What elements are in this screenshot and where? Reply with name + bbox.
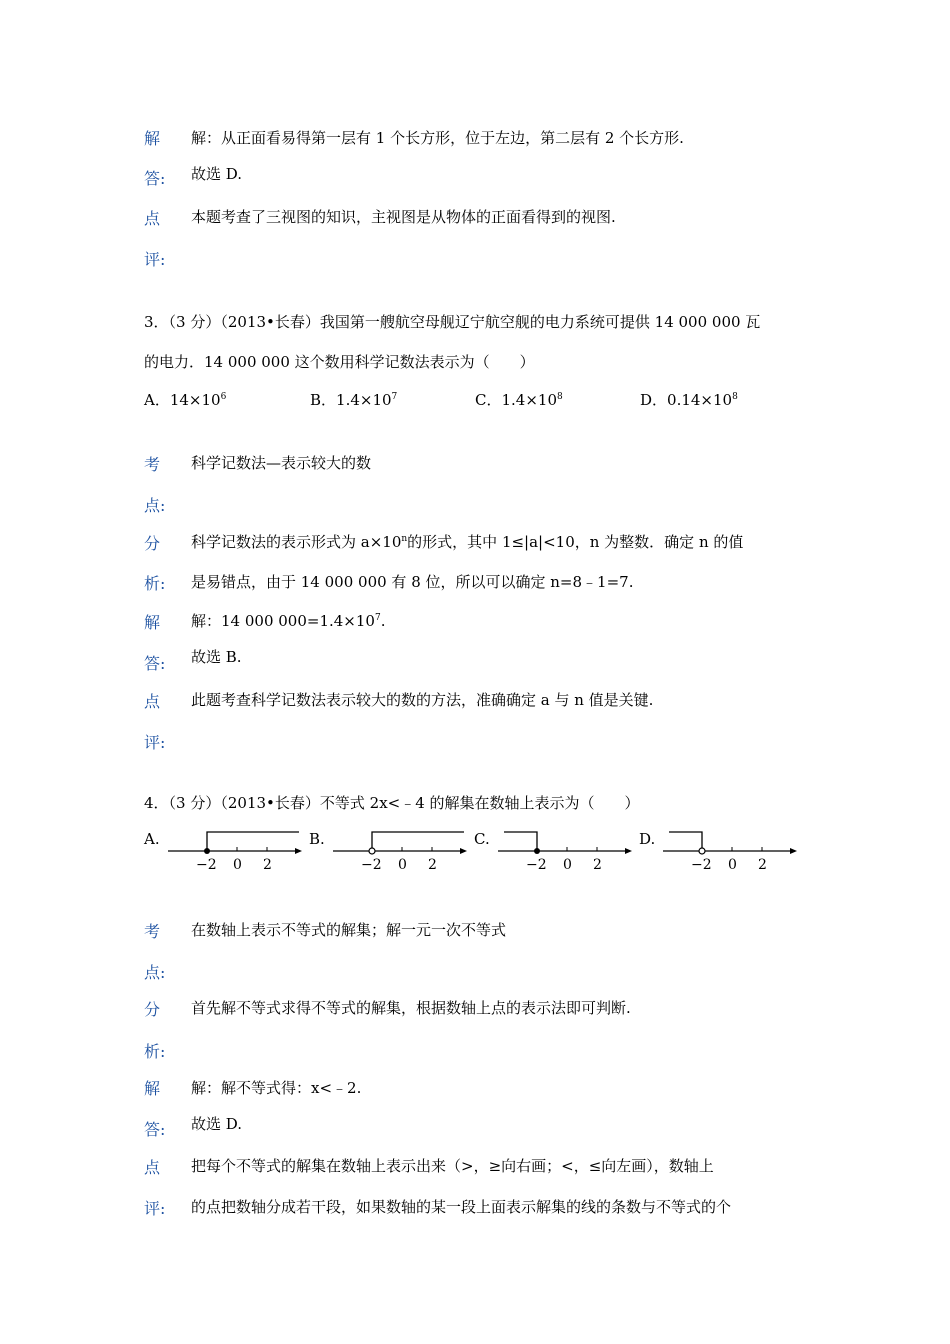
tick-label: 0 <box>563 857 572 873</box>
answer-line: 解：从正面看易得第一层有 1 个长方形，位于左边，第二层有 2 个长方形. <box>191 129 684 147</box>
analysis-label-cont: 析: <box>144 574 166 593</box>
answer-line: 故选 D. <box>191 1115 243 1133</box>
analysis-label-cont: 析: <box>144 1042 166 1061</box>
topic-line: 科学记数法—表示较大的数 <box>191 454 372 472</box>
answer-label: 解 <box>144 1079 161 1098</box>
option-d-number-line <box>639 828 804 878</box>
answer-label-cont: 答: <box>144 1120 166 1139</box>
tick-label: −2 <box>196 857 217 873</box>
option-b-number-line <box>309 828 474 878</box>
answer-label-cont: 答: <box>144 654 166 673</box>
answer-line: 解：解不等式得：x<﹣2. <box>191 1079 362 1097</box>
comment-line: 此题考查科学记数法表示较大的数的方法，准确确定 a 与 n 值是关键. <box>191 691 654 709</box>
comment-line: 本题考查了三视图的知识，主视图是从物体的正面看得到的视图. <box>191 208 616 226</box>
number-line-c <box>474 828 639 878</box>
answer-line: 故选 B. <box>191 648 242 666</box>
comment-label-cont: 评: <box>144 733 166 752</box>
option-a: A．$14\times 10^6$ <box>144 391 227 409</box>
tick-label: 2 <box>263 857 272 873</box>
topic-label-cont: 点: <box>144 496 166 515</box>
topic-line: 在数轴上表示不等式的解集；解一元一次不等式 <box>191 921 507 939</box>
question-stem-line: 4．（3 分）（2013•长春）不等式 2x<﹣4 的解集在数轴上表示为（ ） <box>144 794 640 812</box>
option-letter: C. <box>474 830 490 848</box>
tick-label: 0 <box>233 857 242 873</box>
topic-label: 考 <box>144 455 161 474</box>
question-stem-line: 的电力．14 000 000 这个数用科学记数法表示为（ ） <box>144 353 535 371</box>
comment-label: 点 <box>144 209 161 228</box>
analysis-line: 是易错点，由于 14 000 000 有 8 位，所以可以确定 n=8﹣1=7. <box>191 573 634 591</box>
option-c: C．$1.4\times 10^8$ <box>475 391 563 409</box>
comment-label: 点 <box>144 692 161 711</box>
tick-label: 0 <box>398 857 407 873</box>
question-stem-line: 3．（3 分）（2013•长春）我国第一艘航空母舰辽宁航空舰的电力系统可提供 14 000 000 瓦 <box>144 313 761 331</box>
topic-label-cont: 点: <box>144 963 166 982</box>
option-letter: A. <box>144 830 160 848</box>
option-a-number-line <box>144 828 309 878</box>
tick-label: 2 <box>758 857 767 873</box>
analysis-line: 首先解不等式求得不等式的解集，根据数轴上点的表示法即可判断. <box>191 999 631 1017</box>
option-letter: D. <box>639 830 656 848</box>
analysis-label: 分 <box>144 534 161 553</box>
answer-label: 解 <box>144 129 161 148</box>
tick-label: 0 <box>728 857 737 873</box>
answer-label: 解 <box>144 613 161 632</box>
answer-label-cont: 答: <box>144 169 166 188</box>
topic-label: 考 <box>144 922 161 941</box>
answer-line: 解：14 000 $000=1.4\times 10^7$. <box>191 612 386 630</box>
tick-label: −2 <box>691 857 712 873</box>
option-letter: B. <box>309 830 325 848</box>
option-c-number-line <box>474 828 639 878</box>
number-line-a <box>144 828 309 878</box>
number-line-b <box>309 828 474 878</box>
comment-line: 的点把数轴分成若干段，如果数轴的某一段上面表示解集的线的条数与不等式的个 <box>191 1198 732 1216</box>
tick-label: 2 <box>428 857 437 873</box>
comment-line: 把每个不等式的解集在数轴上表示出来（>，≥向右画；<，≤向左画），数轴上 <box>191 1157 714 1175</box>
comment-label: 点 <box>144 1158 161 1177</box>
number-line-d <box>639 828 804 878</box>
comment-label-cont: 评: <box>144 250 166 269</box>
tick-label: −2 <box>361 857 382 873</box>
answer-line: 故选 D. <box>191 165 243 183</box>
option-d: D．$0.14\times 10^8$ <box>640 391 738 409</box>
option-b: B．$1.4\times 10^7$ <box>310 391 398 409</box>
tick-label: −2 <box>526 857 547 873</box>
comment-label-cont: 评: <box>144 1199 166 1218</box>
analysis-line: 科学记数法的表示形式为 $a\times 10^n$的形式，其中 1≤|a|<10，n 为整数．确定 n 的值 <box>191 533 744 551</box>
analysis-label: 分 <box>144 1000 161 1019</box>
tick-label: 2 <box>593 857 602 873</box>
